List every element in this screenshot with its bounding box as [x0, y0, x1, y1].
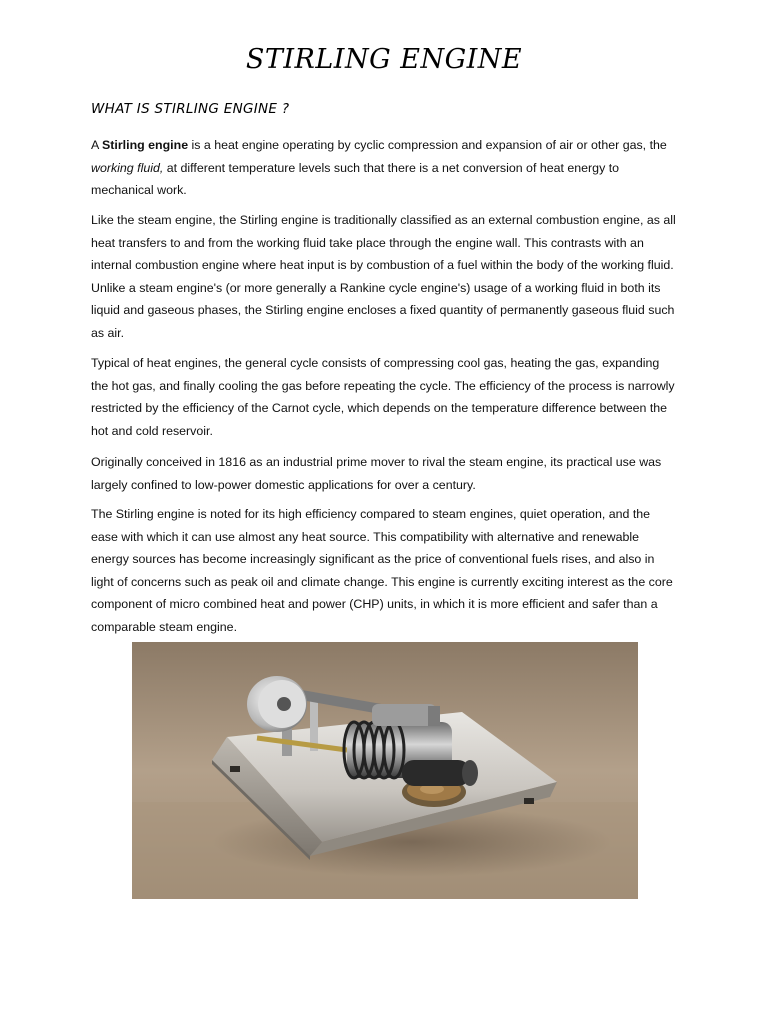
- stirling-engine-photo: [132, 642, 638, 899]
- paragraph-cycle: Typical of heat engines, the general cycle consists of compressing cool gas, heating the gas, expanding the hot gas, and finally cooling the gas before repeating the cycle. The efficiency of the process is narrowly restricted by the efficiency of the Carnot cycle, which depends on the temperature difference between the hot and cold reservoir.: [91, 356, 675, 438]
- paragraph-advantages: The Stirling engine is noted for its high efficiency compared to steam engines, quiet operation, and the ease with which it can use almost any heat source. This compatibility with alternative and renewable energy sources has become increasingly significant as the price of conventional fuels rises, and also in light of concerns such as peak oil and climate change. This engine is currently exciting interest as the core component of micro combined heat and power (CHP) units, in which it is more efficient and safer than a comparable steam engine.: [91, 507, 673, 634]
- section-heading: WHAT IS STIRLING ENGINE ?: [91, 101, 290, 117]
- document-title: STIRLING ENGINE: [245, 44, 523, 75]
- term-working-fluid: working fluid,: [91, 160, 164, 175]
- paragraph-classification: Like the steam engine, the Stirling engine is traditionally classified as an external combustion engine, as all heat transfers to and from the working fluid take place through the engine wall. This contrasts with an internal combustion engine where heat input is by combustion of a fuel within the body of the working fluid. Unlike a steam engine's (or more generally a Rankine cycle engine's) usage of a working fluid in both its liquid and gaseous phases, the Stirling engine encloses a fixed quantity of permanently gaseous fluid such as air.: [91, 213, 676, 340]
- paragraph-definition: A Stirling engine is a heat engine operating by cyclic compression and expansion of air or other gas, the working fluid, at different temperature levels such that there is a net conversion of heat energy to mechanical work.: [91, 138, 667, 198]
- term-stirling-engine: Stirling engine: [102, 138, 189, 152]
- paragraph-history: Originally conceived in 1816 as an industrial prime mover to rival the steam engine, its practical use was largely confined to low-power domestic applications for over a century.: [91, 455, 662, 492]
